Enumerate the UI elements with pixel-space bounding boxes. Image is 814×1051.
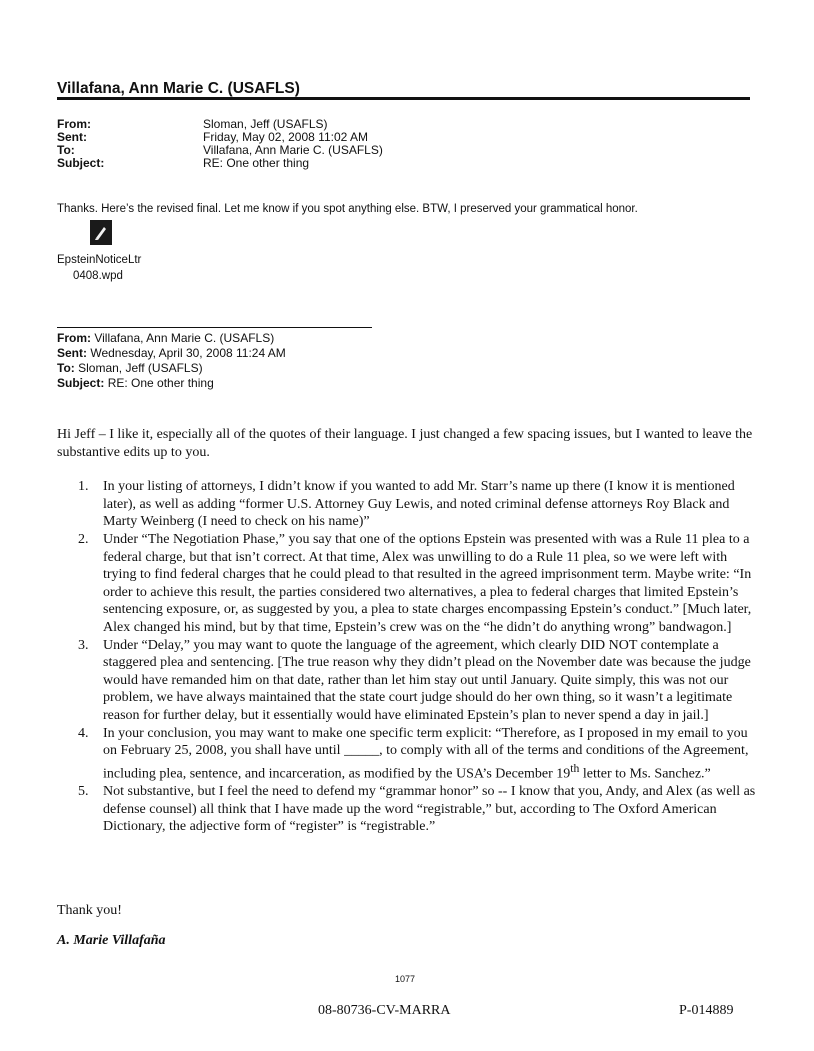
quoted-from-value: Villafana, Ann Marie C. (USAFLS): [94, 331, 275, 345]
quoted-subject-row: [57, 376, 214, 390]
list-item-number: 5.: [78, 783, 89, 799]
numbered-list: [57, 478, 757, 836]
quoted-subject-label: Subject:: [57, 376, 105, 390]
attachment-filename-line1[interactable]: EpsteinNoticeLtr: [57, 254, 142, 266]
quoted-to-label: To:: [57, 361, 75, 375]
list-item-number: 3.: [78, 637, 89, 653]
owner-divider: [57, 97, 750, 100]
header-subject-label: Subject:: [57, 156, 105, 170]
quoted-sent-value: Wednesday, April 30, 2008 11:24 AM: [90, 346, 286, 360]
header-from-value: Sloman, Jeff (USAFLS): [203, 117, 328, 131]
signature: A. Marie Villafaña: [57, 933, 166, 948]
attachment-filename-line2[interactable]: 0408.wpd: [73, 270, 123, 282]
list-item-text-a: In your conclusion, you may want to make one specific term explicit: “Therefore, as I proposed in my email to you on February 25, 2008, you shall have until _____, to comply with all of the terms and conditions of the Agreement, including plea, sentence, and incarceration, as modified by the USA’s December 19: [103, 725, 749, 782]
document-icon[interactable]: [90, 220, 112, 245]
attachment[interactable]: [57, 217, 165, 284]
reply-text: Thanks. Here’s the revised final. Let me know if you spot anything else. BTW, I preserved your grammatical honor.: [57, 203, 638, 215]
list-item-text: Not substantive, but I feel the need to defend my “grammar honor” so -- I know that you, Andy, and Alex (as well as defense counsel) all think that I have made up the word “registrable,” but, according to The Oxford American Dictionary, the adjective form of “register” is “registrable.”: [103, 783, 756, 835]
list-item-number: 1.: [78, 479, 89, 495]
header-subject-value: RE: One other thing: [203, 156, 310, 170]
message-body: [57, 426, 757, 836]
list-item-number: 2.: [78, 531, 89, 547]
quoted-from-label: From:: [57, 331, 91, 345]
header-from-label: From:: [57, 117, 91, 131]
header-to-label: To:: [57, 143, 75, 157]
quoted-from-row: [57, 331, 274, 345]
closing: Thank you!: [57, 903, 122, 918]
quoted-sent-row: [57, 346, 286, 360]
quoted-to-value: Sloman, Jeff (USAFLS): [78, 361, 203, 375]
list-item: [57, 725, 757, 783]
header-sent-label: Sent:: [57, 130, 87, 144]
list-item-superscript: th: [570, 761, 580, 775]
header-sent-value: Friday, May 02, 2008 11:02 AM: [203, 130, 368, 144]
quoted-subject-value: RE: One other thing: [107, 376, 214, 390]
mailbox-owner-name: Villafana, Ann Marie C. (USAFLS): [57, 80, 300, 97]
list-item: [57, 531, 757, 637]
header-to-value: Villafana, Ann Marie C. (USAFLS): [203, 143, 383, 157]
quoted-sent-label: Sent:: [57, 346, 87, 360]
bates-number: P-014889: [679, 1003, 734, 1018]
list-item-text: In your listing of attorneys, I didn’t know if you wanted to add Mr. Starr’s name up there (I know it is mentioned later), as well as adding “former U.S. Attorney Guy Lewis, and noted criminal defense attorneys Roy Black and Marty Weinberg (I need to check on his name)”: [103, 479, 735, 530]
case-number: 08-80736-CV-MARRA: [318, 1003, 451, 1018]
intro-paragraph: Hi Jeff – I like it, especially all of the quotes of their language. I just changed a few spacing issues, but I wanted to leave the substantive edits up to you.: [57, 427, 753, 460]
page-number: 1077: [395, 974, 416, 984]
list-item-text-b: letter to Ms. Sanchez.”: [579, 766, 711, 782]
quoted-divider: [57, 327, 372, 328]
list-item: [57, 783, 757, 836]
quoted-to-row: [57, 361, 203, 375]
list-item: [57, 478, 757, 531]
list-item-number: 4.: [78, 725, 89, 741]
list-item-text: Under “Delay,” you may want to quote the language of the agreement, which clearly DID NOT contemplate a staggered plea and sentencing. [The true reason why they didn’t plead on the November date was because the judge would have remanded him on that date, rather than let him stay out until January. Quite simply, this was not our problem, we have always maintained that the state court judge should do her own thing, so it wasn’t a legitimate reason for further delay, but it essentially would have eliminated Epstein’s plan to never spend a day in jail.]: [103, 637, 751, 723]
list-item-text: Under “The Negotiation Phase,” you say that one of the options Epstein was presented with was a Rule 11 plea to a federal charge, but that isn’t correct. At that time, Alex was unwilling to do a Rule 11 plea, so we were left with trying to find federal charges that he could plead to that resulted in the agreed imprisonment term. Maybe write: “In order to achieve this result, the parties considered two alternatives, a plea to federal charges that limited Epstein’s sentencing exposure, or, as suggested by you, a plea to state charges encompassing Epstein’s conduct.” [Much later, Alex changed his mind, but by that time, Epstein’s crew was on the “he didn’t do anything wrong” bandwagon.]: [103, 531, 752, 635]
list-item: [57, 637, 757, 725]
